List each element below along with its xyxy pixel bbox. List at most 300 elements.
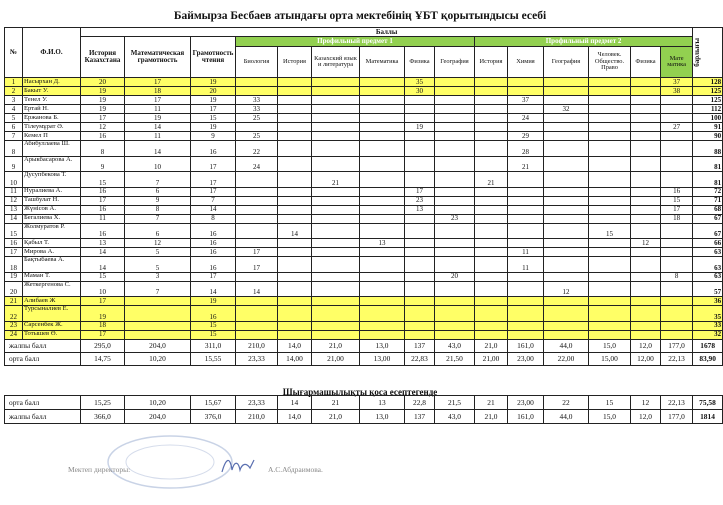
summary-cell: 21 [312,396,360,410]
table-row [5,297,723,306]
table-row [5,132,723,141]
total-cell: 112 [693,105,723,114]
score-cell [589,105,631,114]
score-cell: 17 [191,187,236,196]
score-cell: 21 [508,156,544,172]
summary-rows [5,339,723,365]
row-number: 12 [5,196,23,205]
score-cell [631,223,661,239]
score-cell [435,172,475,188]
score-cell [278,156,312,172]
total-cell: 33 [693,321,723,330]
score-cell [631,187,661,196]
table-row [5,156,723,172]
score-cell [312,187,360,196]
score-cell [435,105,475,114]
summary-cell: 177,0 [661,339,693,352]
score-cell [631,281,661,297]
score-cell: 38 [661,87,693,96]
score-cell: 14 [125,123,191,132]
score-cell: 15 [661,196,693,205]
score-cell: 28 [508,141,544,157]
score-cell: 5 [125,257,191,273]
score-cell [589,156,631,172]
score-cell [278,172,312,188]
score-cell [278,272,312,281]
total-cell: 63 [693,257,723,273]
score-cell [631,321,661,330]
score-cell [278,141,312,157]
score-cell [312,257,360,273]
score-cell [631,257,661,273]
row-number: 16 [5,239,23,248]
score-cell [631,205,661,214]
score-cell [360,272,405,281]
total-cell: 90 [693,132,723,141]
score-cell [508,214,544,223]
score-cell [475,214,508,223]
score-cell: 8 [661,272,693,281]
row-number: 15 [5,223,23,239]
student-name: Бегалиева Х. [23,214,81,223]
score-cell [475,196,508,205]
score-cell [312,297,360,306]
score-cell: 16 [81,223,125,239]
row-number: 21 [5,297,23,306]
row-number: 18 [5,257,23,273]
summary-cell: 21,0 [475,410,508,424]
results-table [4,27,723,366]
score-cell [475,281,508,297]
summary-row [5,352,723,365]
score-cell [278,123,312,132]
score-cell [631,132,661,141]
summary-cell: 21 [475,396,508,410]
score-cell: 14 [236,281,278,297]
score-cell [589,114,631,123]
subject-header: История [278,47,312,78]
score-cell [631,96,661,105]
score-cell [405,114,435,123]
score-cell [435,248,475,257]
score-cell [589,187,631,196]
score-cell [312,214,360,223]
score-cell [475,187,508,196]
score-cell [312,156,360,172]
score-cell [661,105,693,114]
score-cell [661,297,693,306]
score-cell [435,306,475,322]
director-label: Мектеп директоры: [68,465,131,474]
score-cell: 17 [125,78,191,87]
score-cell [544,172,589,188]
score-cell: 14 [125,141,191,157]
score-cell: 17 [191,272,236,281]
score-cell: 21 [475,172,508,188]
score-cell [508,239,544,248]
row-number: 2 [5,87,23,96]
score-cell [475,141,508,157]
score-cell [435,141,475,157]
score-cell: 19 [191,96,236,105]
summary-cell: 13,0 [360,339,405,352]
score-cell [278,132,312,141]
score-cell [631,172,661,188]
row-number: 24 [5,330,23,339]
score-cell [312,306,360,322]
score-cell: 17 [236,248,278,257]
summary-cell: 204,0 [125,410,191,424]
score-cell [435,123,475,132]
score-cell [360,114,405,123]
score-cell: 19 [125,114,191,123]
score-cell [360,123,405,132]
summary-cell: 137 [405,410,435,424]
total-cell: 91 [693,123,723,132]
score-cell: 15 [589,223,631,239]
score-cell [544,205,589,214]
score-cell [278,330,312,339]
score-cell: 12 [125,239,191,248]
score-cell [278,114,312,123]
score-cell [661,306,693,322]
score-cell [236,196,278,205]
summary-cell: 22,83 [405,352,435,365]
score-cell [360,223,405,239]
summary-cell: 15,0 [589,410,631,424]
header-num: № [5,28,23,78]
summary-cell: 161,0 [508,410,544,424]
score-cell [435,257,475,273]
total-cell: 63 [693,272,723,281]
score-cell [360,214,405,223]
score-cell [312,330,360,339]
score-cell [589,297,631,306]
score-cell [475,330,508,339]
score-cell [236,172,278,188]
summary-cell: 15,0 [589,339,631,352]
score-cell [544,272,589,281]
summary-cell: 12,0 [631,410,661,424]
subject-header: Химия [508,47,544,78]
summary-cell: 295,0 [81,339,125,352]
score-cell [360,96,405,105]
score-cell: 16 [81,132,125,141]
score-cell [360,321,405,330]
score-cell [278,78,312,87]
score-cell [405,257,435,273]
score-cell [312,123,360,132]
score-cell [544,123,589,132]
score-cell: 13 [81,239,125,248]
summary-cell: 13,00 [360,352,405,365]
score-cell [661,141,693,157]
score-cell: 33 [236,105,278,114]
score-cell [589,123,631,132]
score-cell [360,141,405,157]
student-name: Дусупбекова Т. [23,172,81,188]
score-cell [405,330,435,339]
score-cell: 6 [125,187,191,196]
score-cell [312,87,360,96]
total-cell: 81 [693,156,723,172]
score-cell [312,205,360,214]
score-cell [544,141,589,157]
summary-label: жалпы балл [5,339,81,352]
table-row [5,141,723,157]
score-cell: 17 [661,205,693,214]
score-cell [125,297,191,306]
score-cell [312,281,360,297]
student-name: Нуралиева А. [23,187,81,196]
score-cell [312,248,360,257]
score-cell [435,223,475,239]
summary-cell: 23,00 [508,396,544,410]
summary-cell: 21,00 [475,352,508,365]
score-cell [475,248,508,257]
score-cell [661,156,693,172]
score-cell: 17 [405,187,435,196]
score-cell: 32 [544,105,589,114]
score-cell [544,187,589,196]
summary-cell: 177,0 [661,410,693,424]
score-cell [589,272,631,281]
summary-cell: 10,20 [125,352,191,365]
score-cell [435,330,475,339]
score-cell [661,96,693,105]
total-cell: 88 [693,141,723,157]
row-number: 19 [5,272,23,281]
summary-total: 1678 [693,339,723,352]
summary-label: жалпы балл [5,410,81,424]
score-cell [631,78,661,87]
total-cell: 68 [693,205,723,214]
score-cell: 37 [661,78,693,87]
subject-header: История [475,47,508,78]
score-cell: 9 [81,156,125,172]
table-row [5,281,723,297]
score-cell [475,78,508,87]
score-cell: 9 [191,132,236,141]
score-cell [236,87,278,96]
score-cell: 20 [81,78,125,87]
table-row [5,196,723,205]
score-cell: 14 [81,248,125,257]
score-cell [278,239,312,248]
score-cell [435,321,475,330]
table-row [5,214,723,223]
score-cell [312,223,360,239]
row-number: 22 [5,306,23,322]
score-cell: 33 [236,96,278,105]
signature-image [218,452,258,480]
score-cell [435,187,475,196]
table-row [5,257,723,273]
score-cell [405,297,435,306]
summary-cell: 137 [405,339,435,352]
score-cell [508,321,544,330]
total-cell: 125 [693,87,723,96]
summary-cell: 22,13 [661,352,693,365]
score-cell [631,214,661,223]
score-cell [236,330,278,339]
score-cell: 19 [191,123,236,132]
score-cell [631,114,661,123]
summary-label: орта балл [5,352,81,365]
score-cell [544,96,589,105]
score-cell [544,214,589,223]
score-cell: 8 [81,141,125,157]
table-row [5,96,723,105]
score-cell [278,196,312,205]
score-cell [661,281,693,297]
score-cell [278,105,312,114]
total-cell: 32 [693,330,723,339]
score-cell [589,330,631,339]
score-cell [360,156,405,172]
score-cell [405,214,435,223]
score-cell: 37 [508,96,544,105]
table-row [5,172,723,188]
score-cell [435,196,475,205]
score-cell: 15 [191,114,236,123]
score-cell [236,272,278,281]
row-number: 17 [5,248,23,257]
score-cell [435,297,475,306]
student-name: Сарсенбек Ж. [23,321,81,330]
score-cell [125,321,191,330]
student-name: Тілеумұрат Ә. [23,123,81,132]
summary-cell: 14,0 [278,339,312,352]
score-cell: 12 [544,281,589,297]
score-cell: 14 [191,281,236,297]
score-cell: 16 [191,306,236,322]
score-cell: 20 [191,87,236,96]
table-row [5,87,723,96]
score-cell [589,132,631,141]
table-row [5,239,723,248]
header-fio: Ф.И.О. [23,28,81,78]
score-cell [278,87,312,96]
summary-cell: 21,0 [312,339,360,352]
score-cell: 14 [278,223,312,239]
score-cell [236,239,278,248]
score-cell [508,123,544,132]
score-cell: 15 [81,172,125,188]
score-cell [544,321,589,330]
row-number: 23 [5,321,23,330]
table-row [5,105,723,114]
row-number: 1 [5,78,23,87]
summary-cell: 12,00 [631,352,661,365]
score-cell: 18 [125,87,191,96]
score-cell [631,330,661,339]
score-cell [544,156,589,172]
score-cell [589,96,631,105]
header-reading-literacy: Грамотность чтения [191,37,236,78]
row-number: 3 [5,96,23,105]
score-cell [435,114,475,123]
summary-cell: 23,33 [236,352,278,365]
student-name: Бақтыбаева А. [23,257,81,273]
total-cell: 67 [693,223,723,239]
subject-header: Мате матика [661,47,693,78]
score-cell [475,239,508,248]
score-cell [360,281,405,297]
score-cell: 17 [125,96,191,105]
score-cell: 19 [81,87,125,96]
score-cell [360,78,405,87]
score-cell [360,205,405,214]
summary-cell: 21,0 [475,339,508,352]
score-cell: 11 [125,105,191,114]
summary-cell: 21,50 [435,352,475,365]
score-cell [236,123,278,132]
table-row [5,223,723,239]
summary-cell: 10,20 [125,396,191,410]
score-cell [360,105,405,114]
score-cell: 7 [125,214,191,223]
score-cell: 16 [81,205,125,214]
summary-row [5,339,723,352]
student-name: Қабыл Т. [23,239,81,248]
score-cell [589,78,631,87]
score-cell [508,105,544,114]
subject-header: Физика [405,47,435,78]
summary-cell: 44,0 [544,339,589,352]
total-cell: 81 [693,172,723,188]
score-cell [278,205,312,214]
score-cell [631,123,661,132]
score-cell [475,123,508,132]
score-cell: 21 [312,172,360,188]
score-cell: 22 [236,141,278,157]
score-cell [661,223,693,239]
score-cell: 6 [125,223,191,239]
summary-cell: 311,0 [191,339,236,352]
score-cell [360,87,405,96]
score-cell: 14 [191,205,236,214]
score-cell: 17 [191,172,236,188]
student-name: Жеткергенова С. [23,281,81,297]
score-cell [631,248,661,257]
total-cell: 36 [693,297,723,306]
score-cell [544,306,589,322]
student-name: Ертай Н. [23,105,81,114]
score-cell [278,214,312,223]
score-cell: 16 [81,187,125,196]
summary-total: 75,58 [693,396,723,410]
row-number: 13 [5,205,23,214]
score-cell [475,156,508,172]
score-cell [475,132,508,141]
score-cell [405,132,435,141]
score-cell [312,105,360,114]
summary-cell: 21,00 [312,352,360,365]
summary-cell: 210,0 [236,339,278,352]
score-cell [435,205,475,214]
subject-header: Человек. Общество. Право [589,47,631,78]
summary-total: 83,90 [693,352,723,365]
score-cell: 30 [405,87,435,96]
score-cell: 8 [191,214,236,223]
score-cell [405,239,435,248]
score-cell [475,87,508,96]
score-cell [475,321,508,330]
header-total: барлығы [693,28,723,78]
score-cell: 16 [191,239,236,248]
score-cell: 11 [81,214,125,223]
